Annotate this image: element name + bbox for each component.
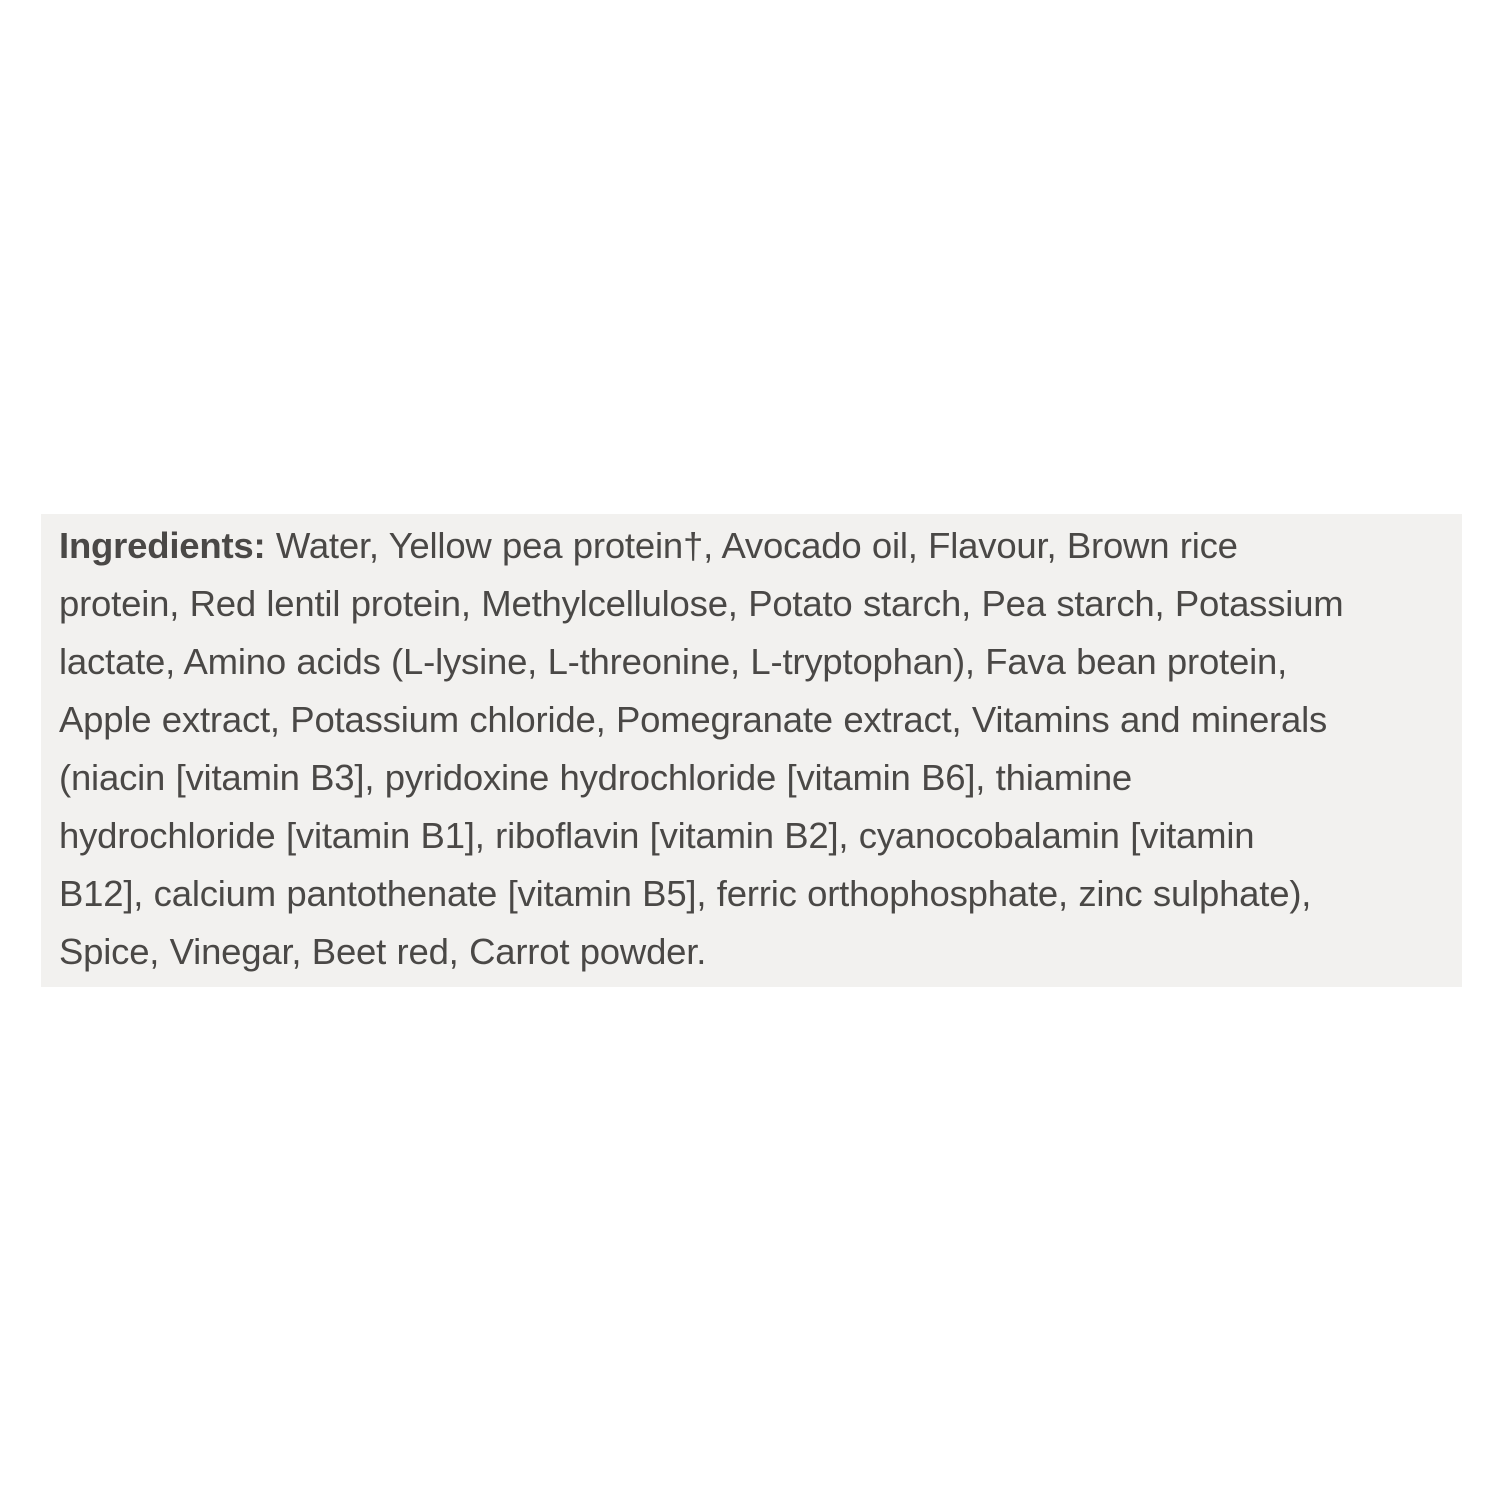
ingredients-line-5: (niacin [vitamin B3], pyridoxine hydrochloride [vitamin B6], thiamine — [59, 757, 1133, 798]
ingredients-list — [59, 517, 1344, 981]
ingredients-line-3: lactate, Amino acids (L-lysine, L-threonine, L-tryptophan), Fava bean protein, — [59, 641, 1288, 682]
ingredients-line-4: Apple extract, Potassium chloride, Pomegranate extract, Vitamins and minerals — [59, 699, 1328, 740]
ingredients-text: Water, Yellow pea protein†, Avocado oil, Flavour, Brown rice — [265, 525, 1238, 566]
ingredients-heading: Ingredients: — [59, 525, 266, 566]
ingredients-line-2: protein, Red lentil protein, Methylcellulose, Potato starch, Pea starch, Potassium — [59, 583, 1344, 624]
ingredients-line-6: hydrochloride [vitamin B1], riboflavin [vitamin B2], cyanocobalamin [vitamin — [59, 815, 1255, 856]
ingredients-line-1 — [59, 517, 1344, 575]
ingredients-line-7: B12], calcium pantothenate [vitamin B5], ferric orthophosphate, zinc sulphate), — [59, 873, 1312, 914]
ingredients-line-8: Spice, Vinegar, Beet red, Carrot powder. — [59, 931, 707, 972]
